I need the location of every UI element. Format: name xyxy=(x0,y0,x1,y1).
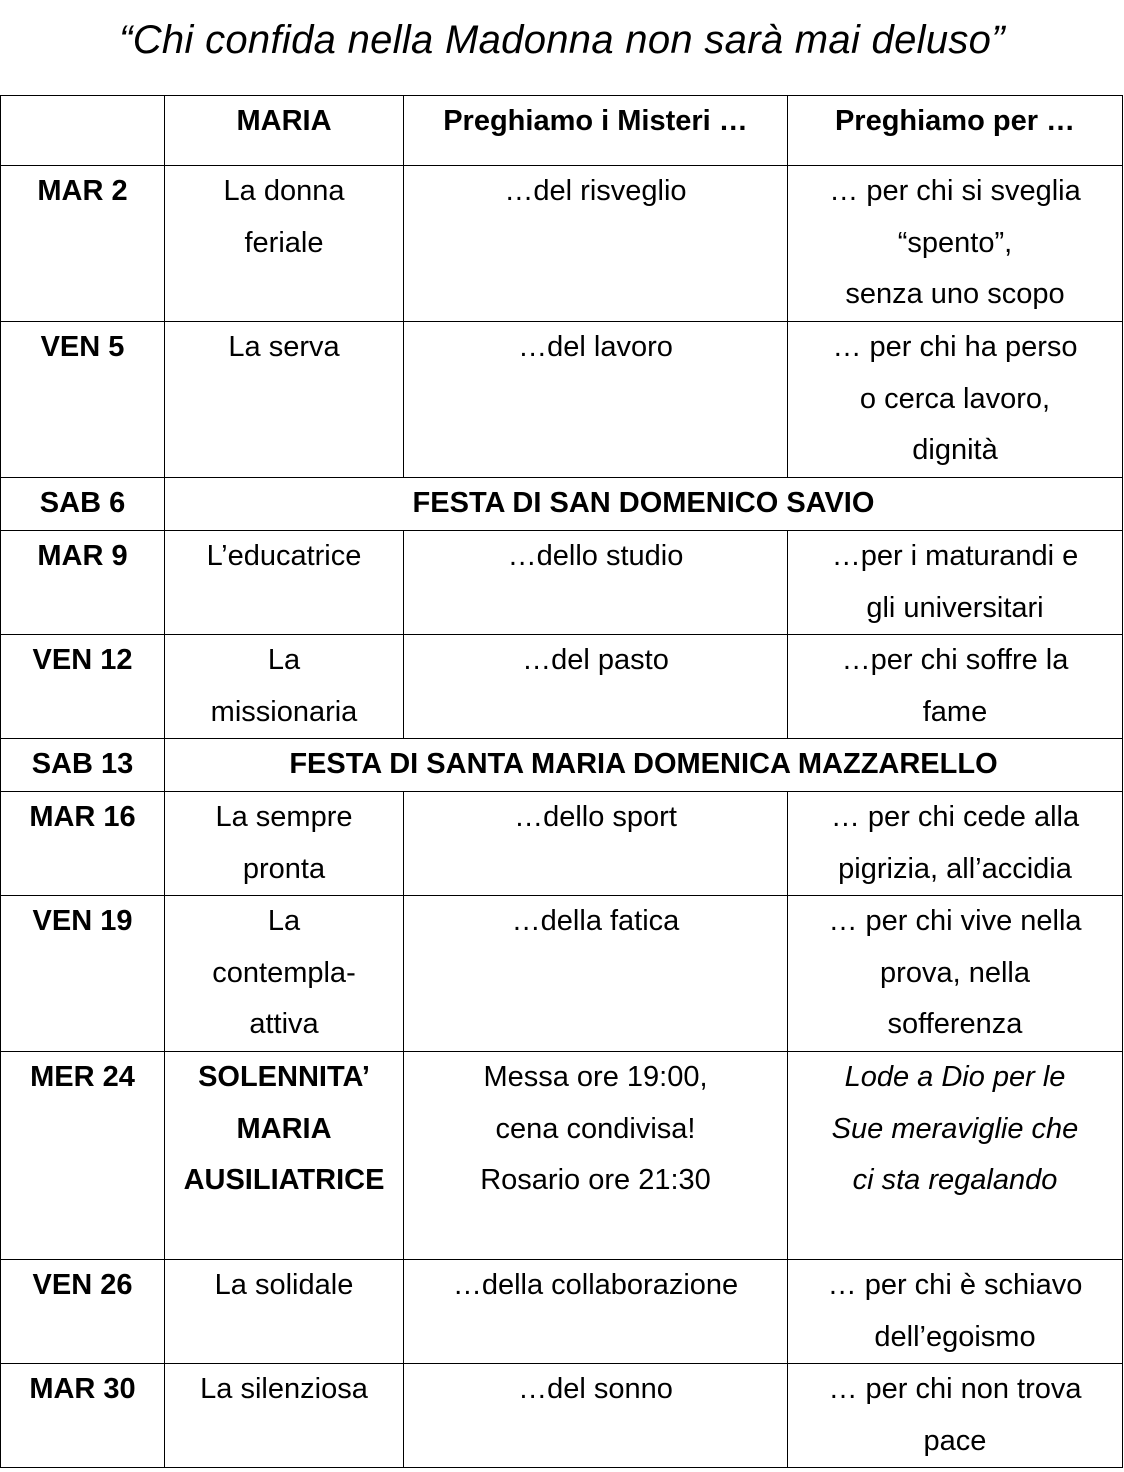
maria-cell xyxy=(165,322,404,478)
maria-cell-line: La solidale xyxy=(214,1269,354,1301)
per-cell-line: … per chi vive nella xyxy=(828,905,1082,937)
per-cell-line: senza uno scopo xyxy=(845,278,1065,310)
maria-cell xyxy=(165,792,404,896)
maria-cell-line: La donna xyxy=(223,175,345,207)
per-cell-line: Lode a Dio per le xyxy=(844,1061,1066,1093)
table-row xyxy=(1,531,1123,635)
day-cell: MAR 16 xyxy=(1,792,165,896)
per-cell-line: pace xyxy=(923,1424,987,1457)
day-cell: MER 24 xyxy=(1,1052,165,1260)
per-cell xyxy=(788,792,1123,896)
per-cell-line: … per chi è schiavo xyxy=(827,1269,1083,1301)
per-cell-line: “spento”, xyxy=(897,226,1013,259)
maria-cell-line: La xyxy=(267,905,301,937)
day-cell: SAB 13 xyxy=(1,739,165,792)
misteri-cell xyxy=(404,322,788,478)
maria-cell-line: SOLENNITA’ xyxy=(198,1061,370,1093)
maria-cell xyxy=(165,166,404,322)
per-cell xyxy=(788,635,1123,739)
misteri-cell xyxy=(404,531,788,635)
maria-cell-line: missionaria xyxy=(210,695,358,728)
maria-cell xyxy=(165,896,404,1052)
header-row xyxy=(1,96,1123,166)
feast-row xyxy=(1,739,1123,792)
misteri-cell-line: Messa ore 19:00, xyxy=(483,1061,708,1093)
maria-cell-line: L’educatrice xyxy=(206,540,362,572)
misteri-cell xyxy=(404,1364,788,1468)
per-cell-line: … per chi si sveglia xyxy=(829,175,1081,207)
misteri-cell-line: …della collaborazione xyxy=(452,1269,739,1301)
maria-cell-line: attiva xyxy=(249,1008,319,1040)
per-cell-line: … per chi cede alla xyxy=(830,801,1080,833)
misteri-cell xyxy=(404,1260,788,1364)
header-cell-maria: MARIA xyxy=(165,96,404,166)
per-cell-line: dignità xyxy=(912,434,998,466)
per-cell xyxy=(788,1052,1123,1260)
header-cell-day xyxy=(1,96,165,166)
maria-cell xyxy=(165,635,404,739)
misteri-cell-line: cena condivisa! xyxy=(495,1112,696,1145)
misteri-cell-line: …dello sport xyxy=(514,801,677,833)
per-cell xyxy=(788,531,1123,635)
misteri-cell-line: …dello studio xyxy=(507,540,684,572)
table-row xyxy=(1,896,1123,1052)
misteri-cell-line: …del pasto xyxy=(522,644,669,676)
per-cell xyxy=(788,1260,1123,1364)
feast-row xyxy=(1,478,1123,531)
misteri-cell xyxy=(404,635,788,739)
day-cell: VEN 26 xyxy=(1,1260,165,1364)
maria-cell xyxy=(165,1052,404,1260)
day-cell: VEN 5 xyxy=(1,322,165,478)
per-cell xyxy=(788,896,1123,1052)
feast-cell: FESTA DI SANTA MARIA DOMENICA MAZZARELLO xyxy=(165,739,1123,792)
misteri-cell xyxy=(404,166,788,322)
day-cell: MAR 2 xyxy=(1,166,165,322)
schedule-table xyxy=(0,95,1123,1468)
per-cell-line: fame xyxy=(922,695,988,728)
table-row xyxy=(1,1364,1123,1468)
header-cell-misteri: Preghiamo i Misteri … xyxy=(404,96,788,166)
misteri-cell xyxy=(404,792,788,896)
maria-cell xyxy=(165,1260,404,1364)
maria-cell-line: pronta xyxy=(242,852,326,885)
per-cell-line: dell’egoismo xyxy=(874,1320,1036,1353)
misteri-cell xyxy=(404,896,788,1052)
maria-cell xyxy=(165,1364,404,1468)
table-row xyxy=(1,635,1123,739)
day-cell: VEN 19 xyxy=(1,896,165,1052)
page-title: “Chi confida nella Madonna non sarà mai deluso” xyxy=(119,18,1005,62)
per-cell xyxy=(788,1364,1123,1468)
table-row xyxy=(1,166,1123,322)
maria-cell xyxy=(165,531,404,635)
day-cell: MAR 9 xyxy=(1,531,165,635)
feast-cell: FESTA DI SAN DOMENICO SAVIO xyxy=(165,478,1123,531)
per-cell-line: o cerca lavoro, xyxy=(859,382,1051,415)
misteri-cell-line: …del sonno xyxy=(518,1373,673,1405)
maria-cell-line: La xyxy=(267,644,301,676)
table-row xyxy=(1,1052,1123,1260)
misteri-cell-line: Rosario ore 21:30 xyxy=(480,1164,711,1196)
maria-cell-line: MARIA xyxy=(236,1112,332,1145)
maria-cell-line: AUSILIATRICE xyxy=(183,1164,385,1196)
header-cell-per: Preghiamo per … xyxy=(788,96,1123,166)
per-cell-line: sofferenza xyxy=(887,1008,1023,1040)
per-cell-line: …per chi soffre la xyxy=(841,644,1069,676)
table-row xyxy=(1,1260,1123,1364)
misteri-cell-line: …del lavoro xyxy=(518,331,673,363)
maria-cell-line: contempla- xyxy=(212,956,356,989)
per-cell xyxy=(788,322,1123,478)
day-cell: VEN 12 xyxy=(1,635,165,739)
maria-cell-line: La serva xyxy=(228,331,340,363)
per-cell-line: …per i maturandi e xyxy=(831,540,1079,572)
misteri-cell xyxy=(404,1052,788,1260)
day-cell: MAR 30 xyxy=(1,1364,165,1468)
per-cell-line: … per chi ha perso xyxy=(832,331,1078,363)
per-cell-line: … per chi non trova xyxy=(828,1373,1082,1405)
maria-cell-line: feriale xyxy=(244,226,324,259)
per-cell xyxy=(788,166,1123,322)
maria-cell-line: La sempre xyxy=(215,801,353,833)
per-cell-line: prova, nella xyxy=(880,956,1030,989)
per-cell-line: gli universitari xyxy=(866,591,1044,624)
table-row xyxy=(1,322,1123,478)
day-cell: SAB 6 xyxy=(1,478,165,531)
table-row xyxy=(1,792,1123,896)
per-cell-line: Sue meraviglie che xyxy=(831,1112,1079,1145)
per-cell-line: pigrizia, all’accidia xyxy=(838,852,1072,885)
per-cell-line: ci sta regalando xyxy=(852,1164,1058,1196)
maria-cell-line: La silenziosa xyxy=(200,1373,368,1405)
misteri-cell-line: …della fatica xyxy=(511,905,680,937)
misteri-cell-line: …del risveglio xyxy=(504,175,687,207)
